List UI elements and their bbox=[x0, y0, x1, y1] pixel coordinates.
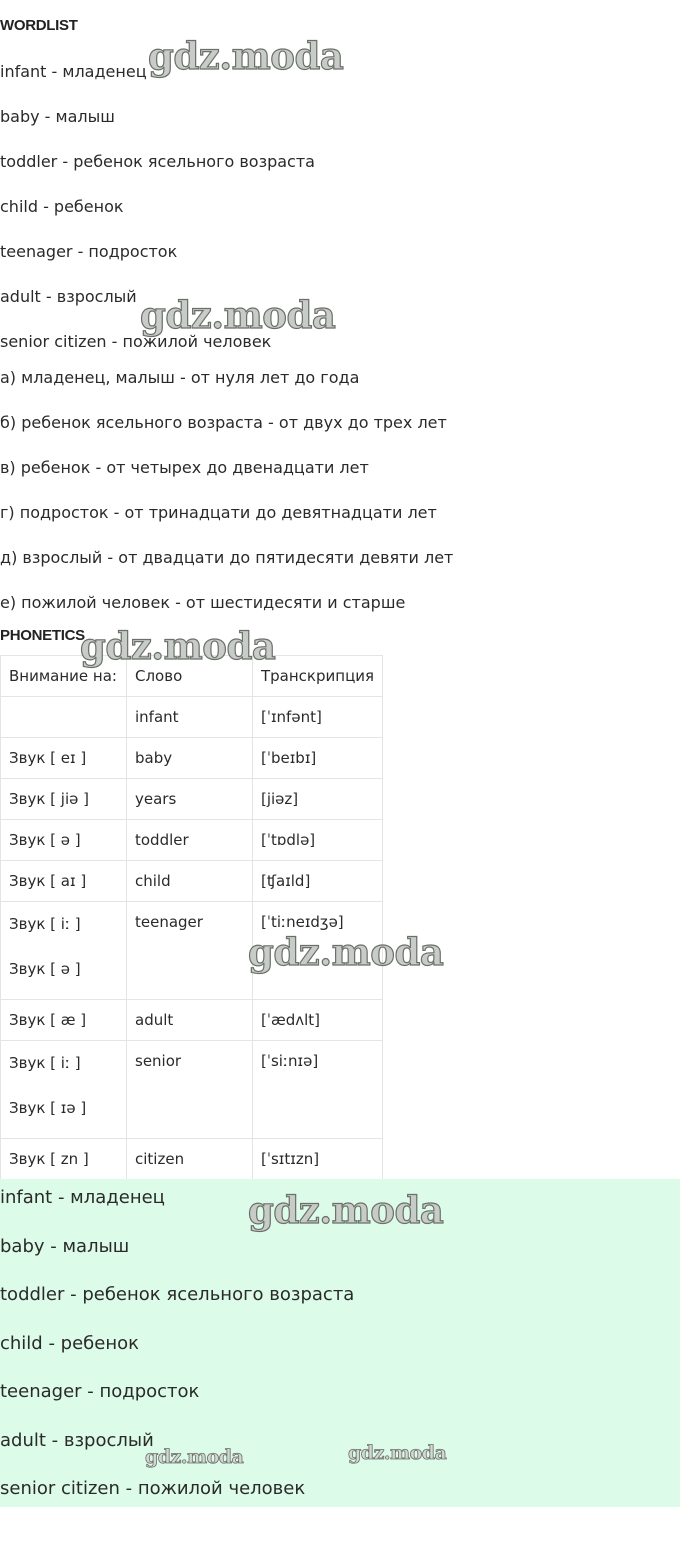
watermark: gdz.moda bbox=[248, 1188, 444, 1232]
transcription-cell: [jiəz] bbox=[253, 779, 383, 820]
table-row bbox=[1, 1139, 383, 1180]
wordlist-heading: WORDLIST bbox=[0, 17, 78, 34]
wordlist-item: infant - младенец bbox=[0, 62, 147, 81]
translation-item: baby - малыш bbox=[0, 1236, 130, 1257]
word-cell: teenager bbox=[127, 902, 253, 1000]
table-row bbox=[1, 697, 383, 738]
focus-line: Звук [ ə ] bbox=[9, 960, 81, 978]
wordlist-item: baby - малыш bbox=[0, 107, 115, 126]
table-row bbox=[1, 1000, 383, 1041]
transcription-cell: [ʧaɪld] bbox=[253, 861, 383, 902]
focus-cell: Звук [ æ ] bbox=[1, 1000, 127, 1041]
word-cell: years bbox=[127, 779, 253, 820]
table-row bbox=[1, 738, 383, 779]
table-row bbox=[1, 861, 383, 902]
focus-line: Звук [ ɪə ] bbox=[9, 1099, 87, 1117]
word-cell: toddler bbox=[127, 820, 253, 861]
watermark: gdz.moda bbox=[145, 1446, 244, 1468]
age-range-item: б) ребенок ясельного возраста - от двух до трех лет bbox=[0, 413, 447, 432]
translation-item: toddler - ребенок ясельного возраста bbox=[0, 1284, 355, 1305]
focus-cell bbox=[1, 1041, 127, 1139]
focus-line: Звук [ iː ] bbox=[9, 1054, 81, 1072]
focus-cell: Звук [ eɪ ] bbox=[1, 738, 127, 779]
translation-item: adult - взрослый bbox=[0, 1430, 154, 1451]
translation-item: teenager - подросток bbox=[0, 1381, 200, 1402]
table-row bbox=[1, 1041, 383, 1139]
column-header: Слово bbox=[127, 656, 253, 697]
age-range-item: а) младенец, малыш - от нуля лет до года bbox=[0, 368, 360, 387]
transcription-cell: [ˈsiːnɪə] bbox=[253, 1041, 383, 1139]
table-row bbox=[1, 779, 383, 820]
transcription-cell: [ˈædʌlt] bbox=[253, 1000, 383, 1041]
wordlist-item: child - ребенок bbox=[0, 197, 124, 216]
watermark: gdz.moda bbox=[348, 1442, 447, 1464]
word-cell: citizen bbox=[127, 1139, 253, 1180]
wordlist-item: senior citizen - пожилой человек bbox=[0, 332, 272, 351]
transcription-cell: [ˈɪnfənt] bbox=[253, 697, 383, 738]
word-cell: adult bbox=[127, 1000, 253, 1041]
watermark: gdz.moda bbox=[248, 930, 444, 974]
column-header: Транскрипция bbox=[253, 656, 383, 697]
age-range-item: д) взрослый - от двадцати до пятидесяти девяти лет bbox=[0, 548, 454, 567]
phonetics-table bbox=[0, 655, 383, 1180]
focus-cell: Звук [ ə ] bbox=[1, 820, 127, 861]
transcription-cell: [ˈbeɪbɪ] bbox=[253, 738, 383, 779]
word-cell: baby bbox=[127, 738, 253, 779]
age-range-item: е) пожилой человек - от шестидесяти и старше bbox=[0, 593, 406, 612]
table-row bbox=[1, 820, 383, 861]
focus-cell: Звук [ zn ] bbox=[1, 1139, 127, 1180]
age-range-item: в) ребенок - от четырех до двенадцати лет bbox=[0, 458, 369, 477]
focus-line: Звук [ iː ] bbox=[9, 915, 81, 933]
focus-cell: Звук [ jiə ] bbox=[1, 779, 127, 820]
age-range-item: г) подросток - от тринадцати до девятнадцати лет bbox=[0, 503, 437, 522]
wordlist-item: adult - взрослый bbox=[0, 287, 137, 306]
focus-cell bbox=[1, 902, 127, 1000]
watermark: gdz.moda bbox=[80, 624, 276, 668]
translation-item: senior citizen - пожилой человек bbox=[0, 1478, 306, 1499]
wordlist-item: toddler - ребенок ясельного возраста bbox=[0, 152, 315, 171]
column-header: Внимание на: bbox=[1, 656, 127, 697]
transcription-cell: [ˈtiːneɪdʒə] bbox=[253, 902, 383, 1000]
focus-cell: Звук [ aɪ ] bbox=[1, 861, 127, 902]
transcription-cell: [ˈtɒdlə] bbox=[253, 820, 383, 861]
phonetics-heading: PHONETICS bbox=[0, 627, 85, 644]
translation-item: infant - младенец bbox=[0, 1187, 165, 1208]
watermark: gdz.moda bbox=[140, 293, 336, 337]
word-cell: child bbox=[127, 861, 253, 902]
translation-item: child - ребенок bbox=[0, 1333, 139, 1354]
transcription-cell: [ˈsɪtɪzn] bbox=[253, 1139, 383, 1180]
wordlist-item: teenager - подросток bbox=[0, 242, 178, 261]
word-cell: infant bbox=[127, 697, 253, 738]
word-cell: senior bbox=[127, 1041, 253, 1139]
focus-cell bbox=[1, 697, 127, 738]
watermark: gdz.moda bbox=[148, 34, 344, 78]
